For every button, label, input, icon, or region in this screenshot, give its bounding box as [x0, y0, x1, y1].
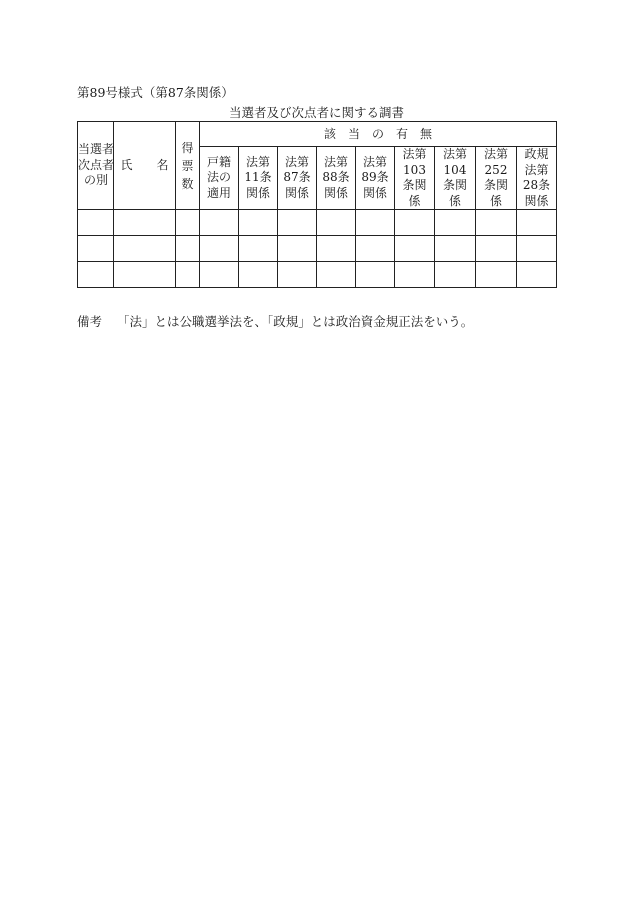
table-cell[interactable]	[356, 236, 395, 262]
table-cell[interactable]	[317, 262, 356, 288]
table-cell[interactable]	[239, 236, 278, 262]
table-cell[interactable]	[114, 236, 176, 262]
sub-column-header	[517, 147, 557, 210]
table-cell[interactable]	[200, 262, 239, 288]
table-cell[interactable]	[114, 210, 176, 236]
winner-type-header	[78, 122, 114, 210]
table-cell[interactable]	[435, 236, 476, 262]
table-cell[interactable]	[176, 236, 200, 262]
sub-column-label: 法第103条関係	[402, 147, 427, 208]
table-cell[interactable]	[395, 236, 435, 262]
form-number: 第89号様式（第87条関係）	[77, 85, 234, 100]
sub-column-label: 法第87条関係	[283, 154, 311, 200]
table-cell[interactable]	[78, 210, 114, 236]
survey-table	[77, 121, 557, 288]
table-cell[interactable]	[517, 210, 557, 236]
remarks	[77, 312, 473, 330]
table-cell[interactable]	[317, 236, 356, 262]
table-cell[interactable]	[517, 262, 557, 288]
sub-column-label: 法第88条関係	[322, 154, 350, 200]
votes-label: 得票数	[181, 140, 194, 191]
sub-column-header	[435, 147, 476, 210]
table-cell[interactable]	[278, 210, 317, 236]
table-cell[interactable]	[476, 236, 517, 262]
sub-column-header	[317, 147, 356, 210]
table-cell[interactable]	[356, 210, 395, 236]
sub-column-header	[239, 147, 278, 210]
table-cell[interactable]	[200, 210, 239, 236]
header-row	[78, 122, 557, 147]
winner-type-label: 当選者次点者の別	[78, 142, 115, 188]
table-cell[interactable]	[395, 210, 435, 236]
table-cell[interactable]	[517, 236, 557, 262]
table-cell[interactable]	[114, 262, 176, 288]
table-cell[interactable]	[435, 210, 476, 236]
sub-column-label: 法第104条関係	[442, 147, 467, 208]
name-header	[114, 122, 176, 210]
sub-column-header	[395, 147, 435, 210]
votes-header	[176, 122, 200, 210]
sub-column-label: 政規法第28条関係	[522, 147, 551, 208]
applicability-header	[200, 122, 557, 147]
table-cell[interactable]	[395, 262, 435, 288]
remarks-text: 「法」とは公職選挙法を、「政規」とは政治資金規正法をいう。	[117, 314, 474, 329]
document-title: 当選者及び次点者に関する調書	[228, 105, 404, 120]
sub-column-label: 法第11条関係	[244, 154, 272, 200]
table-cell[interactable]	[356, 262, 395, 288]
sub-column-label: 法第252条関係	[483, 147, 508, 208]
table-cell[interactable]	[176, 262, 200, 288]
sub-column-header	[356, 147, 395, 210]
table-cell[interactable]	[317, 210, 356, 236]
table-cell[interactable]	[239, 210, 278, 236]
table-row	[78, 262, 557, 288]
remarks-label: 備考	[77, 314, 103, 329]
table-row	[78, 210, 557, 236]
table-cell[interactable]	[78, 262, 114, 288]
table-cell[interactable]	[78, 236, 114, 262]
applicability-label: 該 当 の 有 無	[324, 126, 433, 141]
sub-column-header	[476, 147, 517, 210]
sub-column-label: 法第89条関係	[361, 154, 389, 200]
table-cell[interactable]	[476, 262, 517, 288]
table-cell[interactable]	[476, 210, 517, 236]
sub-column-label: 戸籍法の適用	[206, 154, 231, 200]
table-row	[78, 236, 557, 262]
table-cell[interactable]	[435, 262, 476, 288]
table-cell[interactable]	[239, 262, 278, 288]
table-cell[interactable]	[278, 262, 317, 288]
table-cell[interactable]	[200, 236, 239, 262]
table-cell[interactable]	[278, 236, 317, 262]
table-cell[interactable]	[176, 210, 200, 236]
name-label: 氏 名	[120, 158, 169, 173]
sub-column-header	[278, 147, 317, 210]
sub-column-header	[200, 147, 239, 210]
